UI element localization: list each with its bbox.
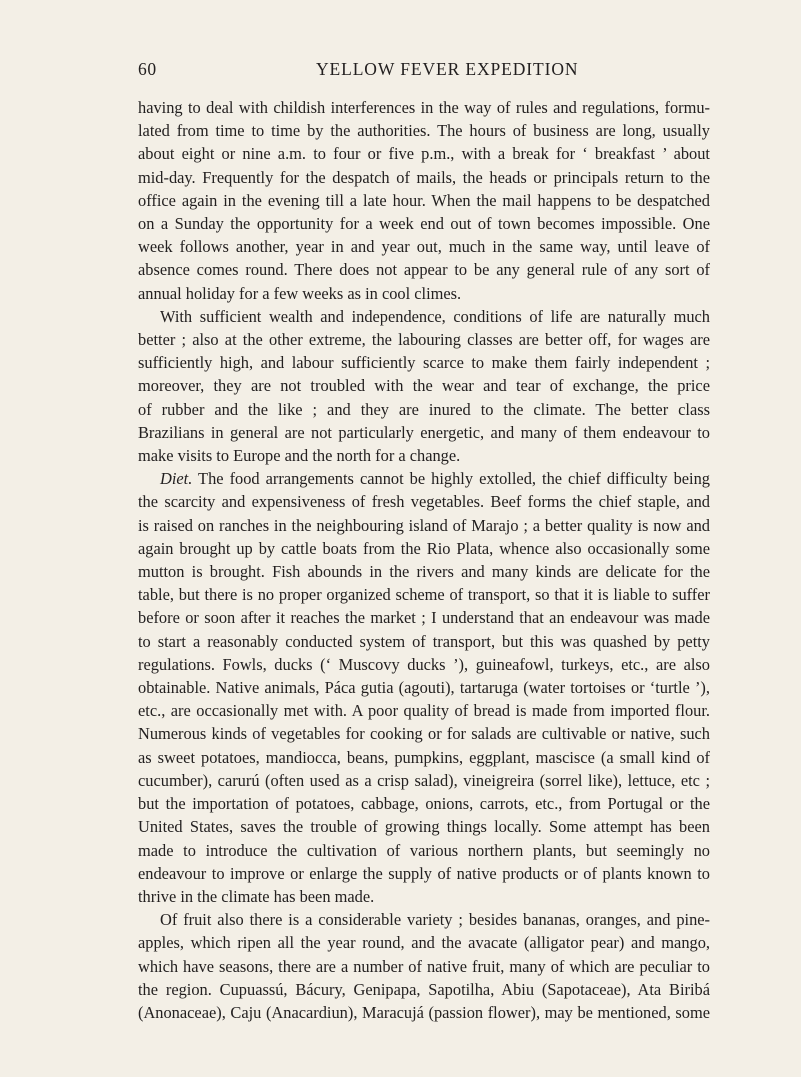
text-line: having to deal with childish interferences in the way of rules and regulations, formu- [138,98,710,117]
text-line: moreover, they are not troubled with the wear and tear of exchange, the price [138,376,710,396]
text-line: Numerous kinds of vegetables for cooking or for salads are cultivable or native, such [138,724,710,744]
text-line-content: The food arrangements cannot be highly extolled, the chief difficulty being [192,469,710,489]
text-line: endeavour to improve or enlarge the supply of native products or of plants known to [138,863,710,883]
text-line: before or soon after it reaches the market ; I understand that an endeavour was made [138,608,710,628]
text-line: mid-day. Frequently for the despatch of mails, the heads or principals return to the [138,167,710,187]
text-line: better ; also at the other extreme, the labouring classes are better off, for wages are [138,330,710,350]
text-line: again brought up by cattle boats from the Rio Plata, whence also occasionally some [138,538,710,558]
text-line: Brazilians in general are not particularly energetic, and many of them endeavour to [138,422,710,442]
text-line: annual holiday for a few weeks as in cool climes. [138,283,462,303]
text-line: With sufficient wealth and independence, conditions of life are naturally much [160,306,710,326]
text-line: absence comes round. There does not appear to be any general rule of any sort of [138,260,710,280]
text-line: table, but there is no proper organized scheme of transport, so that it is liable to suffer [138,585,710,605]
text-line: the scarcity and expensiveness of fresh vegetables. Beef forms the chief staple, and [138,492,710,512]
text-line: regulations. Fowls, ducks (‘ Muscovy ducks ’), guineafowl, turkeys, etc., are also [138,654,710,674]
text-line: obtainable. Native animals, Páca gutia (agouti), tartaruga (water tortoises or ‘turtle ’), [138,678,710,698]
body-text [138,96,710,1024]
page-number: 60 [138,59,157,79]
text-line: as sweet potatoes, mandiocca, beans, pumpkins, eggplant, mascisce (a small kind of [138,747,710,767]
section-heading-diet: Diet. [160,469,193,489]
text-line: the region. Cupuassú, Bácury, Genipapa, Sapotilha, Abiu (Sapotaceae), Ata Biribá [138,979,710,999]
page-header [138,59,708,83]
text-line: etc., are occasionally met with. A poor quality of bread is made from imported flour. [138,701,710,721]
text-line: thrive in the climate has been made. [138,886,375,906]
text-line: sufficiently high, and labour sufficiently scarce to make them fairly independent ; [138,353,710,373]
text-line: (Anonaceae), Caju (Anacardiun), Maracujá (passion flower), may be mentioned, some [138,1002,710,1022]
text-line: week follows another, year in and year out, much in the same way, until leave of [138,237,710,257]
text-line: about eight or nine a.m. to four or five p.m., with a break for ‘ breakfast ’ about [138,144,710,164]
text-line: make visits to Europe and the north for a change. [138,446,461,466]
text-line: Of fruit also there is a considerable variety ; besides bananas, oranges, and pine- [160,910,710,930]
text-line: cucumber), carurú (often used as a crisp salad), vineigreira (sorrel like), lettuce, etc ; [138,770,710,790]
text-line: made to introduce the cultivation of various northern plants, but seemingly no [138,840,710,860]
text-line: lated from time to time by the authorities. The hours of business are long, usually [138,121,710,141]
text-line: is raised on ranches in the neighbouring island of Marajo ; a better quality is now and [138,515,710,535]
text-line: office again in the evening till a late hour. When the mail happens to be despatched [138,190,710,210]
text-line: which have seasons, there are a number of native fruit, many of which are peculiar to [138,956,710,976]
text-line: on a Sunday the opportunity for a week end out of town becomes impossible. One [138,214,710,234]
text-line: United States, saves the trouble of growing things locally. Some attempt has been [138,817,710,837]
text-line: but the importation of potatoes, cabbage, onions, carrots, etc., from Portugal or the [138,794,710,814]
text-line: apples, which ripen all the year round, and the avacate (alligator pear) and mango, [138,933,710,953]
text-line: mutton is brought. Fish abounds in the rivers and many kinds are delicate for the [138,562,710,582]
running-head: YELLOW FEVER EXPEDITION [316,59,579,79]
text-line [138,467,710,490]
text-line: to start a reasonably conducted system of transport, but this was quashed by petty [138,631,710,651]
text-line: of rubber and the like ; and they are inured to the climate. The better class [138,399,710,419]
